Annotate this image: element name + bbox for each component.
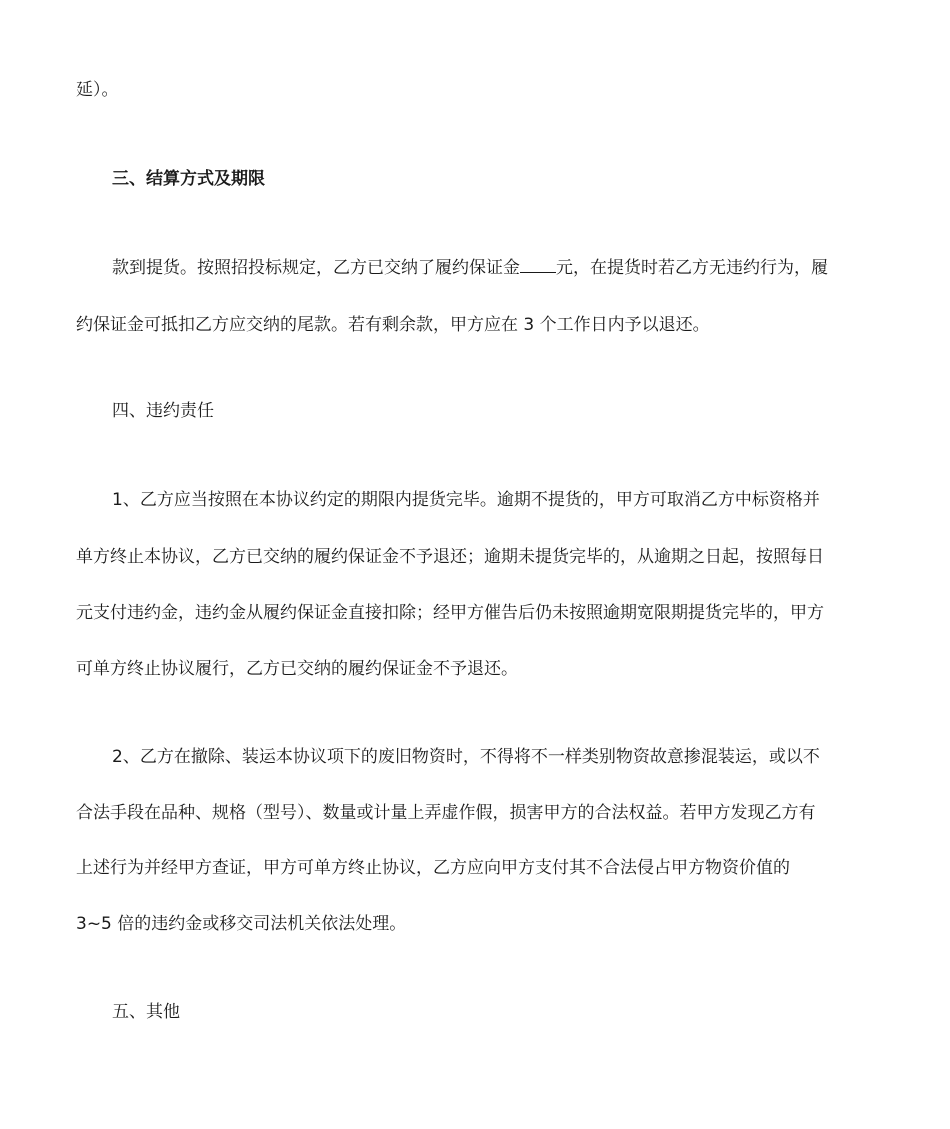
paragraph-line: 2、乙方在撤除、装运本协议项下的废旧物资时，不得将不一样类别物资故意掺混装运，或以不	[112, 747, 820, 767]
paragraph-line: 可单方终止协议履行，乙方已交纳的履约保证金不予退还。	[76, 659, 518, 679]
paragraph-text: 元，在提货时若乙方无违约行为，履	[556, 258, 828, 278]
paragraph-line: 3~5 倍的违约金或移交司法机关依法处理。	[76, 914, 407, 934]
blank-underline	[520, 256, 556, 273]
paragraph-line: 上述行为并经甲方查证，甲方可单方终止协议，乙方应向甲方支付其不合法侵占甲方物资价值的	[76, 858, 790, 878]
section-heading-liability: 四、违约责任	[112, 401, 214, 421]
section-heading-other: 五、其他	[112, 1002, 180, 1022]
paragraph-line	[112, 256, 912, 280]
paragraph-line: 单方终止本协议，乙方已交纳的履约保证金不予退还；逾期未提货完毕的，从逾期之日起，按照每日	[76, 547, 824, 567]
paragraph-line: 元支付违约金，违约金从履约保证金直接扣除；经甲方催告后仍未按照逾期宽限期提货完毕的，甲方	[76, 603, 824, 623]
paragraph-line: 延）。	[76, 80, 119, 100]
paragraph-line: 约保证金可抵扣乙方应交纳的尾款。若有剩余款，甲方应在 3 个工作日内予以退还。	[76, 315, 710, 335]
paragraph-text: 款到提货。按照招投标规定，乙方已交纳了履约保证金	[112, 258, 520, 278]
paragraph-line: 1、乙方应当按照在本协议约定的期限内提货完毕。逾期不提货的，甲方可取消乙方中标资格并	[112, 490, 820, 510]
paragraph-line: 合法手段在品种、规格（型号）、数量或计量上弄虚作假，损害甲方的合法权益。若甲方发现乙方有	[76, 803, 816, 823]
section-heading-settlement: 三、结算方式及期限	[112, 169, 265, 189]
